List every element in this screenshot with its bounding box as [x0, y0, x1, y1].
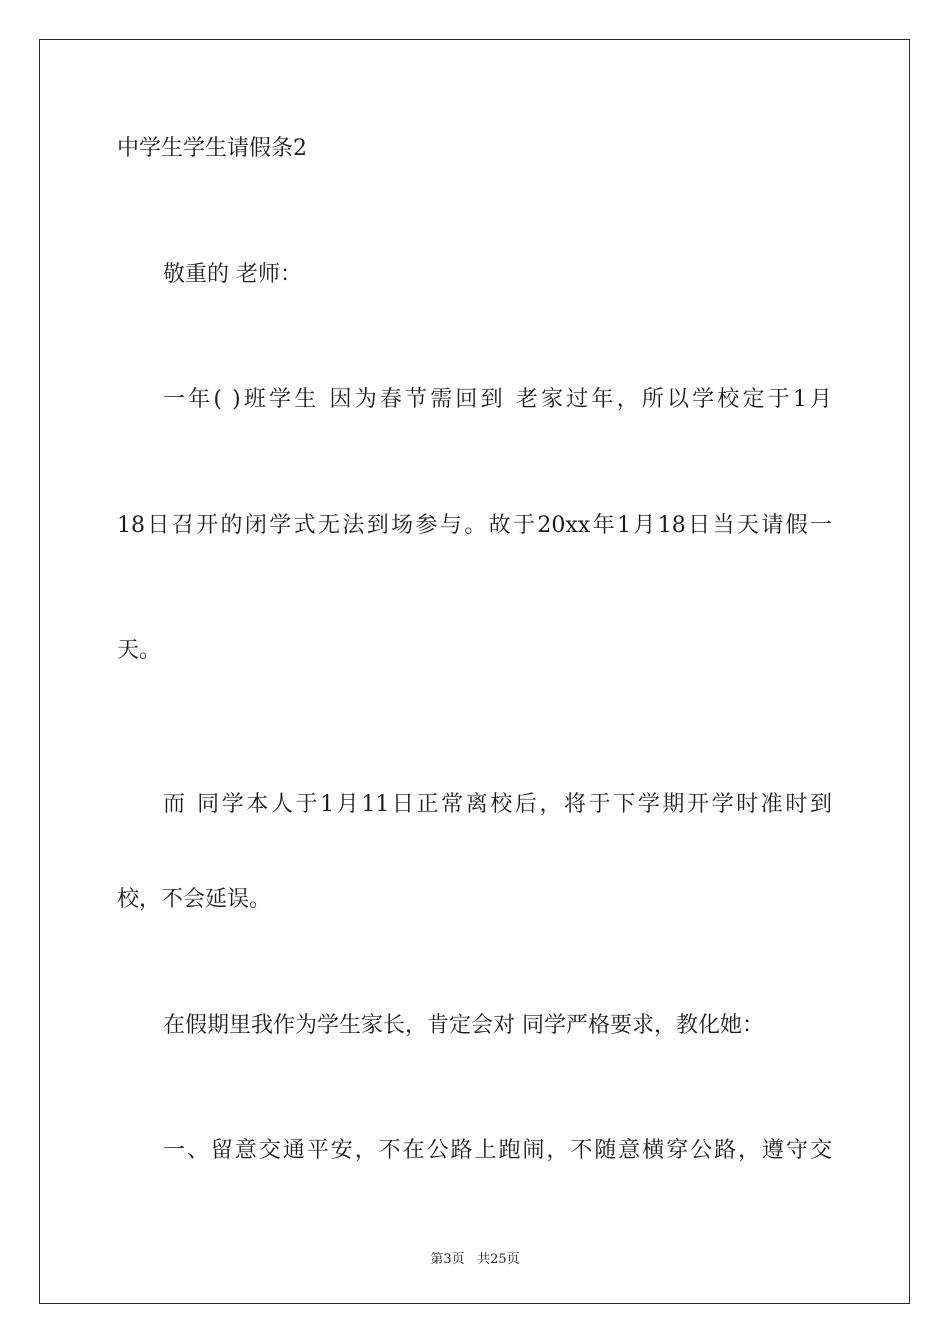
- body-line: 校，不会延误。: [117, 887, 272, 912]
- body-line: 而 同学本人于1月11日正常离校后，将于下学期开学时准时到: [163, 792, 832, 817]
- body-line: 在假期里我作为学生家长，肯定会对 同学严格要求，教化她：: [163, 1013, 764, 1038]
- body-line: 18日召开的闭学式无法到场参与。故于20xx年1月18日当天请假一: [117, 513, 832, 538]
- page-frame: [39, 39, 910, 1304]
- salutation-line: 敬重的 老师：: [163, 262, 302, 287]
- document-title: 中学生学生请假条2: [117, 136, 307, 161]
- body-line: 一年( )班学生 因为春节需回到 老家过年，所以学校定于1月: [163, 387, 832, 412]
- body-line: 天。: [117, 638, 162, 663]
- page-number: 第3页: [430, 1252, 465, 1267]
- page-total: 共25页: [477, 1252, 520, 1267]
- body-line: 一、留意交通平安，不在公路上跑闹，不随意横穿公路，遵守交: [163, 1138, 832, 1163]
- page-footer: [0, 1248, 950, 1267]
